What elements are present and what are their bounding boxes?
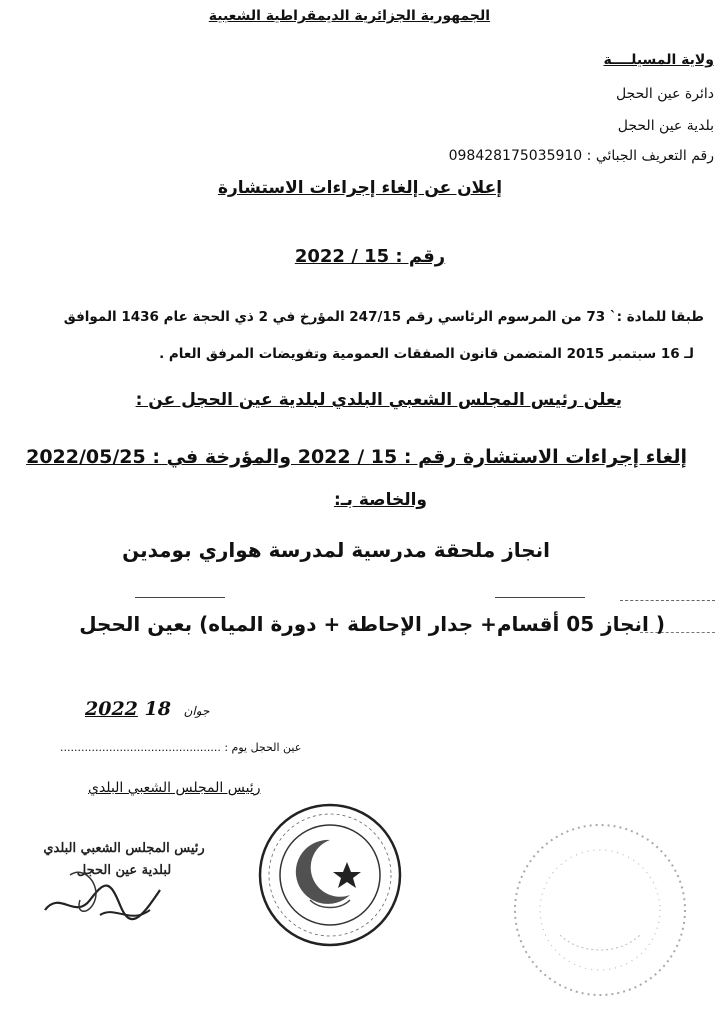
project-details: ( انجاز 05 أقسام+ جدار الإحاطة + دورة المياه) بعين الحجل: [79, 612, 665, 636]
concerning-label: والخاصة بـ:: [333, 490, 427, 510]
tax-id-value: 098428175035910: [448, 148, 583, 164]
announcement-number: رقم : 15 / 2022: [294, 246, 446, 267]
stamp-line-1: رئيس المجلس الشعبي البلدي: [43, 841, 205, 856]
tax-id-line: [449, 148, 714, 164]
hand-date-day: 18: [144, 698, 171, 720]
divider-left: [135, 597, 225, 598]
scan-mark: [620, 600, 715, 601]
legal-basis-line-2: لـ 16 سبتمبر 2015 المتضمن قانون الصفقات العمومية وتفويضات المرفق العام .: [159, 346, 694, 362]
hand-date-month: جوان: [183, 704, 210, 718]
divider-right: [495, 597, 585, 598]
handwritten-date: [85, 698, 215, 720]
announcer-line: يعلن رئيس المجلس الشعبي البلدي لبلدية عين الحجل عن :: [135, 390, 622, 410]
tax-id-label: رقم التعريف الجبائي :: [586, 148, 714, 164]
wilaya-label: ولاية المسيلــــة: [603, 52, 714, 68]
signer-title: رئيس المجلس الشعبي البلدي: [88, 780, 261, 796]
announcement-title: إعلان عن إلغاء إجراءات الاستشارة: [217, 178, 503, 198]
baladia-label: بلدية عين الحجل: [617, 118, 714, 134]
cancellation-line: إلغاء إجراءات الاستشارة رقم : 15 / 2022 والمؤرخة في : 2022/05/25: [26, 446, 687, 468]
signature-mark: [40, 860, 170, 930]
official-seal: [255, 800, 405, 950]
daira-label: دائرة عين الحجل: [615, 86, 714, 102]
stamp-line-2: لبلدية عين الحجل: [76, 863, 172, 878]
project-title: انجاز ملحقة مدرسية لمدرسة هواري بومدين: [122, 538, 550, 562]
place-date-line: عين الحجل يوم : ..............................................: [60, 741, 302, 754]
hand-date-year: 2022: [85, 698, 138, 720]
republic-heading: الجمهورية الجزائرية الديمقراطية الشعبية: [208, 8, 490, 24]
faint-seal: [500, 815, 700, 1005]
legal-basis-line-1: طبقا للمادة :ˋ 73 من المرسوم الرئاسي رقم 247/15 المؤرخ في 2 ذي الحجة عام 1436 الموافق: [63, 309, 704, 325]
